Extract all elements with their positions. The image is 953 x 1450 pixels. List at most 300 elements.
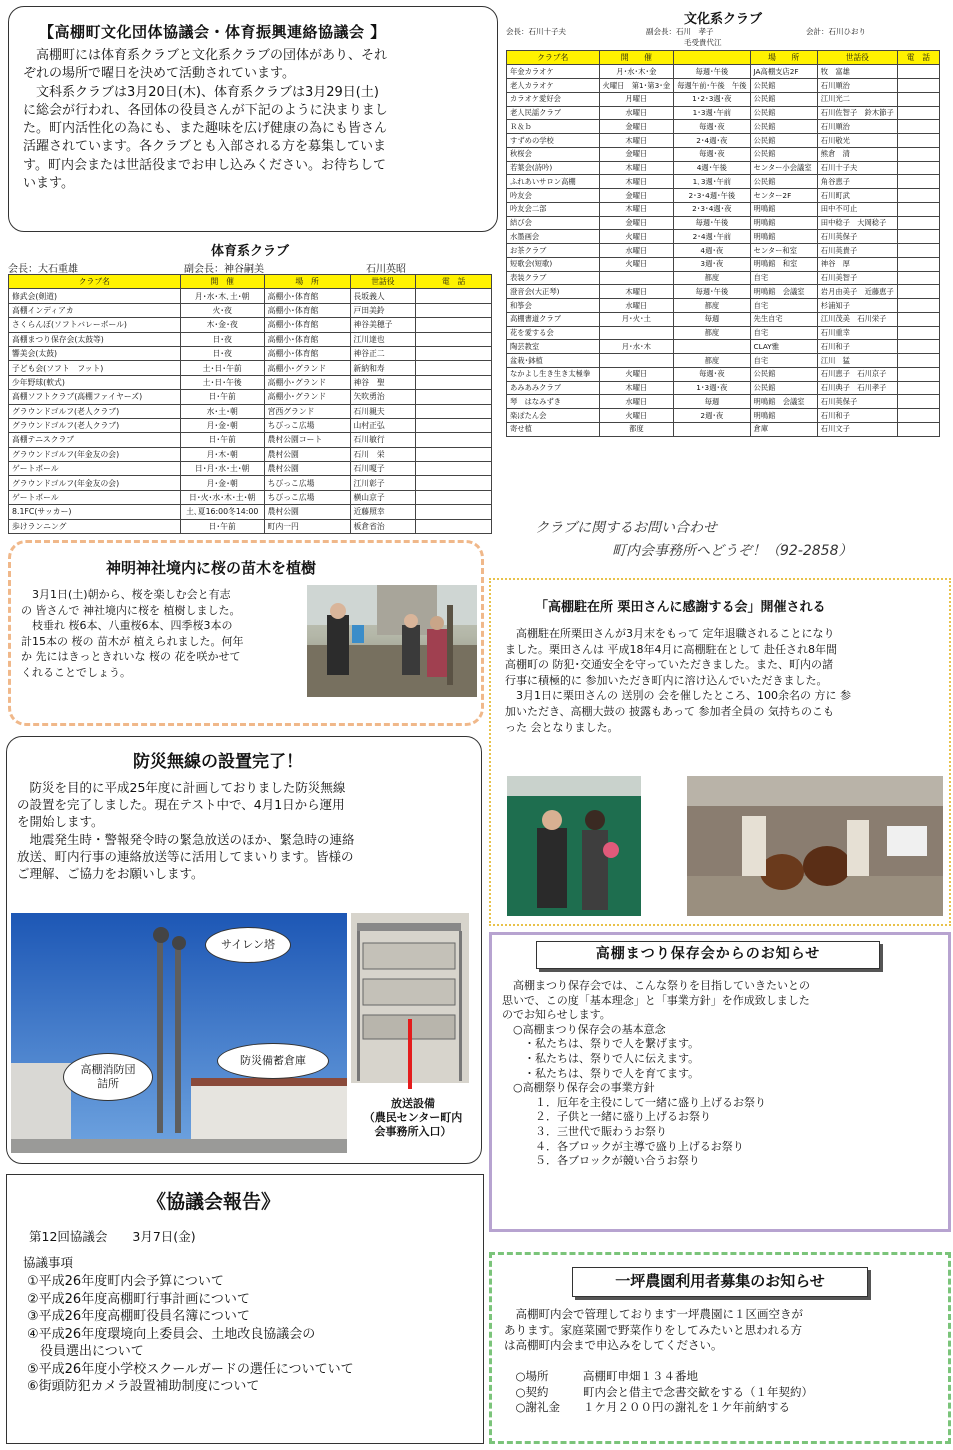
taiiku-cell: 高棚インディアカ <box>9 303 181 317</box>
association-panel <box>8 6 498 232</box>
taiiku-cell: 矢吹勇治 <box>350 390 416 404</box>
bunka-cell: 公民館 <box>750 92 817 106</box>
bunka-table <box>506 50 940 437</box>
bunka-cell: 石川順治 <box>817 120 897 134</box>
table-row <box>507 354 940 368</box>
bunka-cell: 明鳴館 <box>750 216 817 230</box>
taiiku-cell: 高棚小･体育館 <box>264 332 350 346</box>
bunka-cell: JA高棚支店2F <box>750 65 817 79</box>
taiiku-cell: 高棚小･体育館 <box>264 346 350 360</box>
taiiku-cell: 農村公園 <box>264 505 350 519</box>
taiiku-cell: 少年野球(軟式) <box>9 375 181 389</box>
bunka-cell: 水曜日 <box>599 106 674 120</box>
taiiku-cell: 高棚テニスクラブ <box>9 433 181 447</box>
bunka-cell <box>674 340 750 354</box>
taiiku-cell <box>416 289 492 303</box>
bunka-cell: 公民館 <box>750 175 817 189</box>
bunka-cell: 杉浦知子 <box>817 299 897 313</box>
table-row <box>507 79 940 93</box>
bunka-cell <box>599 354 674 368</box>
bousai-title: 防災無線の設置完了！ <box>133 752 303 772</box>
bunka-cell: 公民館 <box>750 106 817 120</box>
bunka-cell: 老人カラオケ <box>507 79 600 93</box>
bunka-cell: 石川佐智子 鈴木節子 <box>817 106 897 120</box>
bunka-cell: 石川順治 <box>817 79 897 93</box>
bunka-cell <box>897 326 939 340</box>
table-row <box>507 230 940 244</box>
taiiku-cell <box>416 447 492 461</box>
sakura-photo <box>307 585 477 697</box>
taiiku-cell: グラウンドゴルフ(年金友の会) <box>9 476 181 490</box>
bunka-cell: CLAY雅 <box>750 340 817 354</box>
bunka-cell: 寄せ植 <box>507 422 600 436</box>
bunka-section <box>506 8 940 437</box>
bunka-extra: 会計：石川ひおり <box>806 27 866 36</box>
association-body: 高棚町には体育系クラブと文化系クラブの団体があり、それ ぞれの場所で曜日を決めて活動されています。 文科系クラブは3月20日(木)、体育系クラブは3月29日(土) に総会が行われ、各団体の役員さんが下記のように決まりまし た。町内活性化の為にも、また趣味を広げ健康の為にも皆さん 活躍されています。各クラブとも入部される方を募集していま す。町内会または世話役までお申し込みください。お待ちして います。 <box>23 48 388 192</box>
bunka-cell: 明鳴館 和室 <box>750 257 817 271</box>
table-row <box>507 106 940 120</box>
table-row <box>507 134 940 148</box>
contact-line1: クラブに関するお問い合わせ <box>535 520 717 536</box>
bunka-cell: 年金カラオケ <box>507 65 600 79</box>
taiiku-cell <box>416 318 492 332</box>
bunka-cell: 火曜日 <box>599 409 674 423</box>
bunka-cell: 金曜日 <box>599 189 674 203</box>
bunka-cell <box>897 65 939 79</box>
bunka-cell: 木曜日 <box>599 134 674 148</box>
bunka-cell: 都度 <box>674 271 750 285</box>
bunka-cell: 火曜日 <box>599 230 674 244</box>
bunka-cell <box>897 381 939 395</box>
taiiku-cell <box>416 390 492 404</box>
bunka-cell: お茶クラブ <box>507 244 600 258</box>
bunka-cell: 公民館 <box>750 134 817 148</box>
taiiku-cell: 日･夜 <box>180 332 264 346</box>
bunka-cell: 木曜日 <box>599 202 674 216</box>
bunka-cell: 金曜日 <box>599 120 674 134</box>
report-title: 《協議会報告》 <box>147 1191 281 1213</box>
bunka-cell: 角谷恵子 <box>817 175 897 189</box>
taiiku-cell: 火･夜 <box>180 303 264 317</box>
bunka-cell: 石川十子夫 <box>817 161 897 175</box>
taiiku-header-3: 世話役 <box>350 275 416 289</box>
bunka-cell: 短歌会(短歌) <box>507 257 600 271</box>
table-row <box>507 299 940 313</box>
table-row <box>507 65 940 79</box>
taiiku-cell: 日･午前 <box>180 519 264 533</box>
bunka-cell <box>897 340 939 354</box>
bunka-cell: 牧 富雄 <box>817 65 897 79</box>
taiiku-cell: 神谷正二 <box>350 346 416 360</box>
taiiku-cell: 月･金･朝 <box>180 418 264 432</box>
farm-panel <box>489 1252 951 1444</box>
sakura-title: 神明神社境内に桜の苗木を植樹 <box>106 559 317 577</box>
bunka-cell <box>897 120 939 134</box>
bunka-header-2 <box>674 51 750 65</box>
bunka-cell: 水曜日 <box>599 299 674 313</box>
taiiku-cell <box>416 332 492 346</box>
bunka-cell: 岩月由美子 近藤恵子 <box>817 285 897 299</box>
matsuri-title: 高棚まつり保存会からのお知らせ <box>536 941 880 969</box>
bunka-cell: ふれあいサロン高棚 <box>507 175 600 189</box>
table-row <box>507 381 940 395</box>
table-row <box>9 519 492 533</box>
table-row <box>507 216 940 230</box>
siren-label: サイレン塔 <box>205 927 291 963</box>
bousai-tower-image <box>11 913 347 1153</box>
kurita-body: 高棚駐在所栗田さんが3月末をもって 定年退職されることになり ました。栗田さんは 平成18年4月に高棚駐在として 赴任され8年間 高棚町の 防犯･交通安全を守っていただきました。また、町内の諸 行事に積極的に 参加いただき町内に溶け込んでいただきました。 3月1日に栗田さんの 送別の 会を催したところ、100余名の 方に 参 加いただき、高棚大鼓の 披露もあって 参加者全員の 気持ちのこも った 会となりました。 <box>505 627 851 734</box>
bunka-cell: 明鳴館 <box>750 202 817 216</box>
bousai-photo-tower <box>11 913 347 1153</box>
table-row <box>9 303 492 317</box>
taiiku-cell: 高棚小･体育館 <box>264 303 350 317</box>
taiiku-cell: 石川敏行 <box>350 433 416 447</box>
bunka-cell <box>599 326 674 340</box>
taiiku-cell: 神谷 聖 <box>350 375 416 389</box>
taiiku-cell: 高棚ソフトクラブ(高棚ファイヤーズ) <box>9 390 181 404</box>
taiiku-cell: 修武会(剣道) <box>9 289 181 303</box>
bunka-cell <box>897 257 939 271</box>
bunka-cell: 明鳴館 <box>750 409 817 423</box>
bunka-cell: 金曜日 <box>599 147 674 161</box>
taiiku-cell <box>416 361 492 375</box>
bunka-cell: 石川英保子 <box>817 395 897 409</box>
taiiku-cell: 子ども会(ソフト フット) <box>9 361 181 375</box>
bunka-cell: 石川美智子 <box>817 271 897 285</box>
kurita-panel <box>489 578 951 926</box>
bunka-cell: 石川英貴子 <box>817 244 897 258</box>
bunka-cell: 花を愛する会 <box>507 326 600 340</box>
bunka-cell <box>897 79 939 93</box>
table-row <box>507 175 940 189</box>
bunka-cell: 江川光二 <box>817 92 897 106</box>
bunka-cell: 木曜日 <box>599 285 674 299</box>
bunka-cell: 石川敬光 <box>817 134 897 148</box>
bunka-cell: 吟友会 <box>507 189 600 203</box>
bunka-cell: 2･3･4週･夜 <box>674 202 750 216</box>
bunka-cell: 石川和子 <box>817 340 897 354</box>
bunka-cell: 表装クラブ <box>507 271 600 285</box>
report-panel <box>6 1174 484 1444</box>
taiiku-cell: 高棚小･グランド <box>264 361 350 375</box>
bunka-cell: 毎週･午後 <box>674 216 750 230</box>
bunka-cell: センター小会議室 <box>750 161 817 175</box>
red-arrow <box>408 1019 412 1089</box>
taiiku-cell: 横山京子 <box>350 490 416 504</box>
bunka-cell: 都度 <box>599 422 674 436</box>
table-row <box>507 340 940 354</box>
taiiku-cell <box>416 490 492 504</box>
bousai-panel <box>6 736 482 1164</box>
table-row <box>507 312 940 326</box>
taiiku-header-1: 開 催 <box>180 275 264 289</box>
table-row <box>507 257 940 271</box>
taiiku-table <box>8 274 492 534</box>
bunka-cell: あみあみクラブ <box>507 381 600 395</box>
contact-line2: 町内会事務所へどうぞ！（92-2858） <box>612 543 853 559</box>
taiiku-cell <box>416 462 492 476</box>
taiiku-cell: 高棚まつり保存会(太鼓等) <box>9 332 181 346</box>
bunka-cell: 都度 <box>674 299 750 313</box>
taiiku-cell: 土･日･午後 <box>180 375 264 389</box>
bunka-cell: 先生自宅 <box>750 312 817 326</box>
bunka-cell: 毎週･夜 <box>674 120 750 134</box>
bunka-cell: 都度 <box>674 326 750 340</box>
taiiku-cell: 土､夏16:00冬14:00 <box>180 505 264 519</box>
taiiku-cell: 高棚小･グランド <box>264 390 350 404</box>
fire-station-label: 高棚消防団 詰所 <box>63 1053 153 1101</box>
taiiku-cell: 長坂義人 <box>350 289 416 303</box>
taiiku-cell: 8.1FC(サッカー) <box>9 505 181 519</box>
taiiku-header-4: 電 話 <box>416 275 492 289</box>
taiiku-cell: ゲートボール <box>9 490 181 504</box>
bunka-treasurer: 毛受貴代江 <box>684 38 722 47</box>
taiiku-cell: 高棚小･体育館 <box>264 289 350 303</box>
bunka-title: 文化系クラブ <box>683 12 762 27</box>
bunka-cell: 2･4週･午前 <box>674 230 750 244</box>
bunka-cell <box>897 244 939 258</box>
bunka-cell: 自宅 <box>750 354 817 368</box>
bunka-cell: 水墨画会 <box>507 230 600 244</box>
bunka-cell <box>897 299 939 313</box>
bunka-cell: 結び会 <box>507 216 600 230</box>
sakura-photo-image <box>307 585 477 697</box>
taiiku-cell: 石川嗄子 <box>350 462 416 476</box>
bunka-cell: 若葉会(詩吟) <box>507 161 600 175</box>
taiiku-cell: 月･木･朝 <box>180 447 264 461</box>
taiiku-vice: 副会長：神谷嗣美 <box>184 264 264 275</box>
bunka-cell <box>897 189 939 203</box>
table-row <box>507 271 940 285</box>
taiiku-cell: 月･水･木､土･朝 <box>180 289 264 303</box>
bunka-cell: 楽ぽたん会 <box>507 409 600 423</box>
bunka-cell: 吟友会二部 <box>507 202 600 216</box>
taiiku-cell: ちびっこ広場 <box>264 418 350 432</box>
bunka-cell <box>897 271 939 285</box>
taiiku-extra: 石川英昭 <box>366 264 406 275</box>
bunka-cell: すずめの学校 <box>507 134 600 148</box>
taiiku-chair: 会長：大石重雄 <box>8 264 78 275</box>
bunka-cell: 火曜日 <box>599 367 674 381</box>
bunka-cell: 陶芸教室 <box>507 340 600 354</box>
taiiku-cell: 町内一円 <box>264 519 350 533</box>
table-row <box>9 390 492 404</box>
taiiku-cell: 戸田美鈴 <box>350 303 416 317</box>
taiiku-cell: 歩けランニング <box>9 519 181 533</box>
bunka-header-1: 開 催 <box>599 51 674 65</box>
bunka-cell: 月･水･木 <box>599 340 674 354</box>
taiiku-cell: 新納和寿 <box>350 361 416 375</box>
bunka-cell <box>897 147 939 161</box>
bunka-cell <box>599 271 674 285</box>
bunka-cell: 4週･夜 <box>674 244 750 258</box>
report-items: ①平成26年度町内会予算について ②平成26年度高棚町行事計画について ③平成26年度高棚町役員名簿について ④平成26年度環境向上委員会、土地改良協議会の 役員選出について ⑤平成26年度小学校スクールガードの選任についていて ⑥街頭防犯カメラ設置補助制度について <box>27 1274 354 1394</box>
bousai-body: 防災を目的に平成25年度に計画しておりました防災無線 の設置を完了しました。現在テスト中で、4月1日から運用 を開始します。 地震発生時・警報発令時の緊急放送のほか、緊急時の連絡 放送、町内行事の連絡放送等に活用してまいります。皆様の ご理解、ご協力をお願いします。 <box>17 780 355 882</box>
bunka-cell: 都度 <box>674 354 750 368</box>
taiiku-cell <box>416 505 492 519</box>
bunka-cell: 1･3週･午前 <box>674 106 750 120</box>
bunka-cell: 金曜日 <box>599 216 674 230</box>
bunka-cell: 石川文子 <box>817 422 897 436</box>
taiiku-cell: グラウンドゴルフ(老人クラブ) <box>9 418 181 432</box>
taiiku-cell: 月･金･朝 <box>180 476 264 490</box>
table-row <box>9 462 492 476</box>
bunka-cell: 明鳴館 会議室 <box>750 285 817 299</box>
taiiku-cell: 農村公園 <box>264 462 350 476</box>
taiiku-cell <box>416 346 492 360</box>
taiiku-cell <box>416 375 492 389</box>
bunka-cell: 2･3･4週･午後 <box>674 189 750 203</box>
sakura-panel <box>8 540 484 726</box>
taiiku-cell: 日･午前 <box>180 433 264 447</box>
taiiku-cell: さくらんぼ(ソフトバレーボール) <box>9 318 181 332</box>
bunka-cell: 水曜日 <box>599 395 674 409</box>
equipment-caption: 放送設備 （農民センター町内 会事務所入口） <box>363 1097 463 1138</box>
taiiku-cell <box>416 303 492 317</box>
taiiku-cell: 石川 栄 <box>350 447 416 461</box>
bunka-cell: 火曜日 第1･第3･金 <box>599 79 674 93</box>
bunka-cell: 火曜日 <box>599 257 674 271</box>
bunka-cell: 公民館 <box>750 79 817 93</box>
bunka-cell: 月･火･土 <box>599 312 674 326</box>
table-row <box>9 332 492 346</box>
kurita-photo-1-image <box>507 776 641 916</box>
kurita-photo-2-image <box>687 776 943 916</box>
taiiku-title: 体育系クラブ <box>210 244 289 259</box>
bunka-cell <box>897 216 939 230</box>
bunka-cell: 秋桜会 <box>507 147 600 161</box>
bunka-cell <box>897 230 939 244</box>
taiiku-cell: ゲートボール <box>9 462 181 476</box>
matsuri-panel <box>489 932 951 1232</box>
taiiku-cell <box>416 433 492 447</box>
bunka-cell: 3週･夜 <box>674 257 750 271</box>
taiiku-cell: 農村公園 <box>264 447 350 461</box>
sakura-body: 3月1日(土)朝から、桜を楽しむ会と有志 の 皆さんで 神社境内に桜を 植樹しました。 枝垂れ 桜6本、八重桜6本、四季桜3本の 計15本の 桜の 苗木が 植えられました。何年 か 先にはきっときれいな 桜の 花を咲かせて くれることでしょう。 <box>21 588 244 679</box>
taiiku-cell: 高棚小･体育館 <box>264 318 350 332</box>
taiiku-cell: 日･月･水･土･朝 <box>180 462 264 476</box>
bunka-cell <box>897 422 939 436</box>
taiiku-cell: 日･午前 <box>180 390 264 404</box>
bunka-cell: 自宅 <box>750 271 817 285</box>
bunka-cell <box>897 354 939 368</box>
matsuri-body: 高棚まつり保存会では、こんな祭りを目指していきたいとの 思いで、この度「基本理念」と「事業方針」を作成致しました のでお知らせします。 ○高棚まつり保存会の基本意念 ・私たちは、祭りで人を繋げます。 ・私たちは、祭りで人に伝えます。 ・私たちは、祭りで人を育てます。 ○高棚祭り保存会の事業方針 １．厄年を主役にして一緒に盛り上げるお祭り ２．子供と一緒に盛り上げるお祭り ３．三世代で賑わうお祭り ４．各ブロックが主導で盛り上げるお祭り ５．各ブロックが競い合うお祭り <box>502 979 810 1168</box>
taiiku-cell <box>416 404 492 418</box>
table-row <box>9 375 492 389</box>
taiiku-cell: 水･土･朝 <box>180 404 264 418</box>
bunka-cell: 明鳴館 会議室 <box>750 395 817 409</box>
taiiku-cell <box>416 476 492 490</box>
table-row <box>507 120 940 134</box>
bunka-cell: Ｒ＆ｂ <box>507 120 600 134</box>
bunka-cell: 石川重幸 <box>817 326 897 340</box>
bunka-header-0: クラブ名 <box>507 51 600 65</box>
bunka-cell: 明鳴館 <box>750 230 817 244</box>
bunka-cell: 老人民謡クラブ <box>507 106 600 120</box>
bunka-cell: 田中稔子 大岡稔子 <box>817 216 897 230</box>
bunka-cell: 田中不可止 <box>817 202 897 216</box>
report-subject: 協議事項 <box>23 1255 74 1270</box>
table-row <box>9 418 492 432</box>
bunka-cell <box>897 106 939 120</box>
bunka-cell: 盆栽･鉢植 <box>507 354 600 368</box>
taiiku-cell: 木･金･夜 <box>180 318 264 332</box>
taiiku-header-2: 場 所 <box>264 275 350 289</box>
bunka-cell <box>897 409 939 423</box>
bunka-header-3: 場 所 <box>750 51 817 65</box>
bunka-chair: 会長：石川十子夫 <box>506 27 566 36</box>
bunka-cell: 1･2･3週･夜 <box>674 92 750 106</box>
farm-title: 一坪農園利用者募集のお知らせ <box>572 1267 868 1297</box>
bunka-cell: 公民館 <box>750 381 817 395</box>
bunka-cell: 澄音会(大正琴) <box>507 285 600 299</box>
bunka-cell: 熊倉 清 <box>817 147 897 161</box>
taiiku-cell: 日･火･水･木･土･朝 <box>180 490 264 504</box>
bunka-cell: 倉庫 <box>750 422 817 436</box>
taiiku-cell: 神谷美穂子 <box>350 318 416 332</box>
bunka-cell: 1､3週･午前 <box>674 175 750 189</box>
taiiku-cell: 山村正弘 <box>350 418 416 432</box>
taiiku-cell: グラウンドゴルフ(年金友の会) <box>9 447 181 461</box>
farm-body: 高棚町内会で管理しております一坪農園に１区画空きが あります。家庭菜園で野菜作りをしてみたいと思われる方 は高棚町内会まで申込みをしてください。 ○場所 高棚町申畑１３４番地 ○契約 町内会と借主で念書交歓をする（１年契約） ○謝礼金 １ケ月２００円の謝礼を１ケ年前納する <box>504 1307 814 1414</box>
taiiku-cell: 農村公園コート <box>264 433 350 447</box>
table-row <box>9 505 492 519</box>
bunka-cell: 公民館 <box>750 367 817 381</box>
table-row <box>507 367 940 381</box>
kurita-photo-1 <box>507 776 641 916</box>
bunka-cell: 1･3週･夜 <box>674 381 750 395</box>
bunka-cell: 琴 はなみずき <box>507 395 600 409</box>
bunka-cell: 水曜日 <box>599 244 674 258</box>
kurita-title: 「高棚駐在所 栗田さんに感謝する会」開催される <box>535 600 826 615</box>
table-row <box>507 202 940 216</box>
taiiku-cell: ちびっこ広場 <box>264 490 350 504</box>
table-row <box>507 244 940 258</box>
bunka-cell: 公民館 <box>750 147 817 161</box>
bunka-cell: 高棚書道クラブ <box>507 312 600 326</box>
taiiku-section <box>8 240 492 534</box>
bunka-cell: 江川 猛 <box>817 354 897 368</box>
table-row <box>9 447 492 461</box>
table-row <box>507 395 940 409</box>
bunka-cell <box>897 367 939 381</box>
table-row <box>9 404 492 418</box>
taiiku-cell: 石川親夫 <box>350 404 416 418</box>
bunka-cell <box>674 422 750 436</box>
bunka-cell: 神谷 厚 <box>817 257 897 271</box>
bunka-cell: 毎週･夜 <box>674 147 750 161</box>
taiiku-cell: 響美会(太鼓) <box>9 346 181 360</box>
bunka-cell: 和筝会 <box>507 299 600 313</box>
taiiku-cell <box>416 418 492 432</box>
taiiku-header-0: クラブ名 <box>9 275 181 289</box>
bunka-cell: 月･水･木･金 <box>599 65 674 79</box>
storage-label: 防災備蓄倉庫 <box>217 1043 329 1079</box>
bunka-cell <box>897 175 939 189</box>
table-row <box>507 147 940 161</box>
bunka-cell: 石川町武 <box>817 189 897 203</box>
table-row <box>507 422 940 436</box>
bunka-cell: カラオケ愛好会 <box>507 92 600 106</box>
taiiku-cell: 土･日･午前 <box>180 361 264 375</box>
table-row <box>9 289 492 303</box>
association-title: 【高棚町文化団体協議会・体育振興連絡協議会 】 <box>39 23 386 41</box>
bunka-cell: 毎週･午後 <box>674 285 750 299</box>
table-row <box>9 433 492 447</box>
bunka-cell: センター2F <box>750 189 817 203</box>
bunka-cell: 公民館 <box>750 120 817 134</box>
taiiku-cell: ちびっこ広場 <box>264 476 350 490</box>
